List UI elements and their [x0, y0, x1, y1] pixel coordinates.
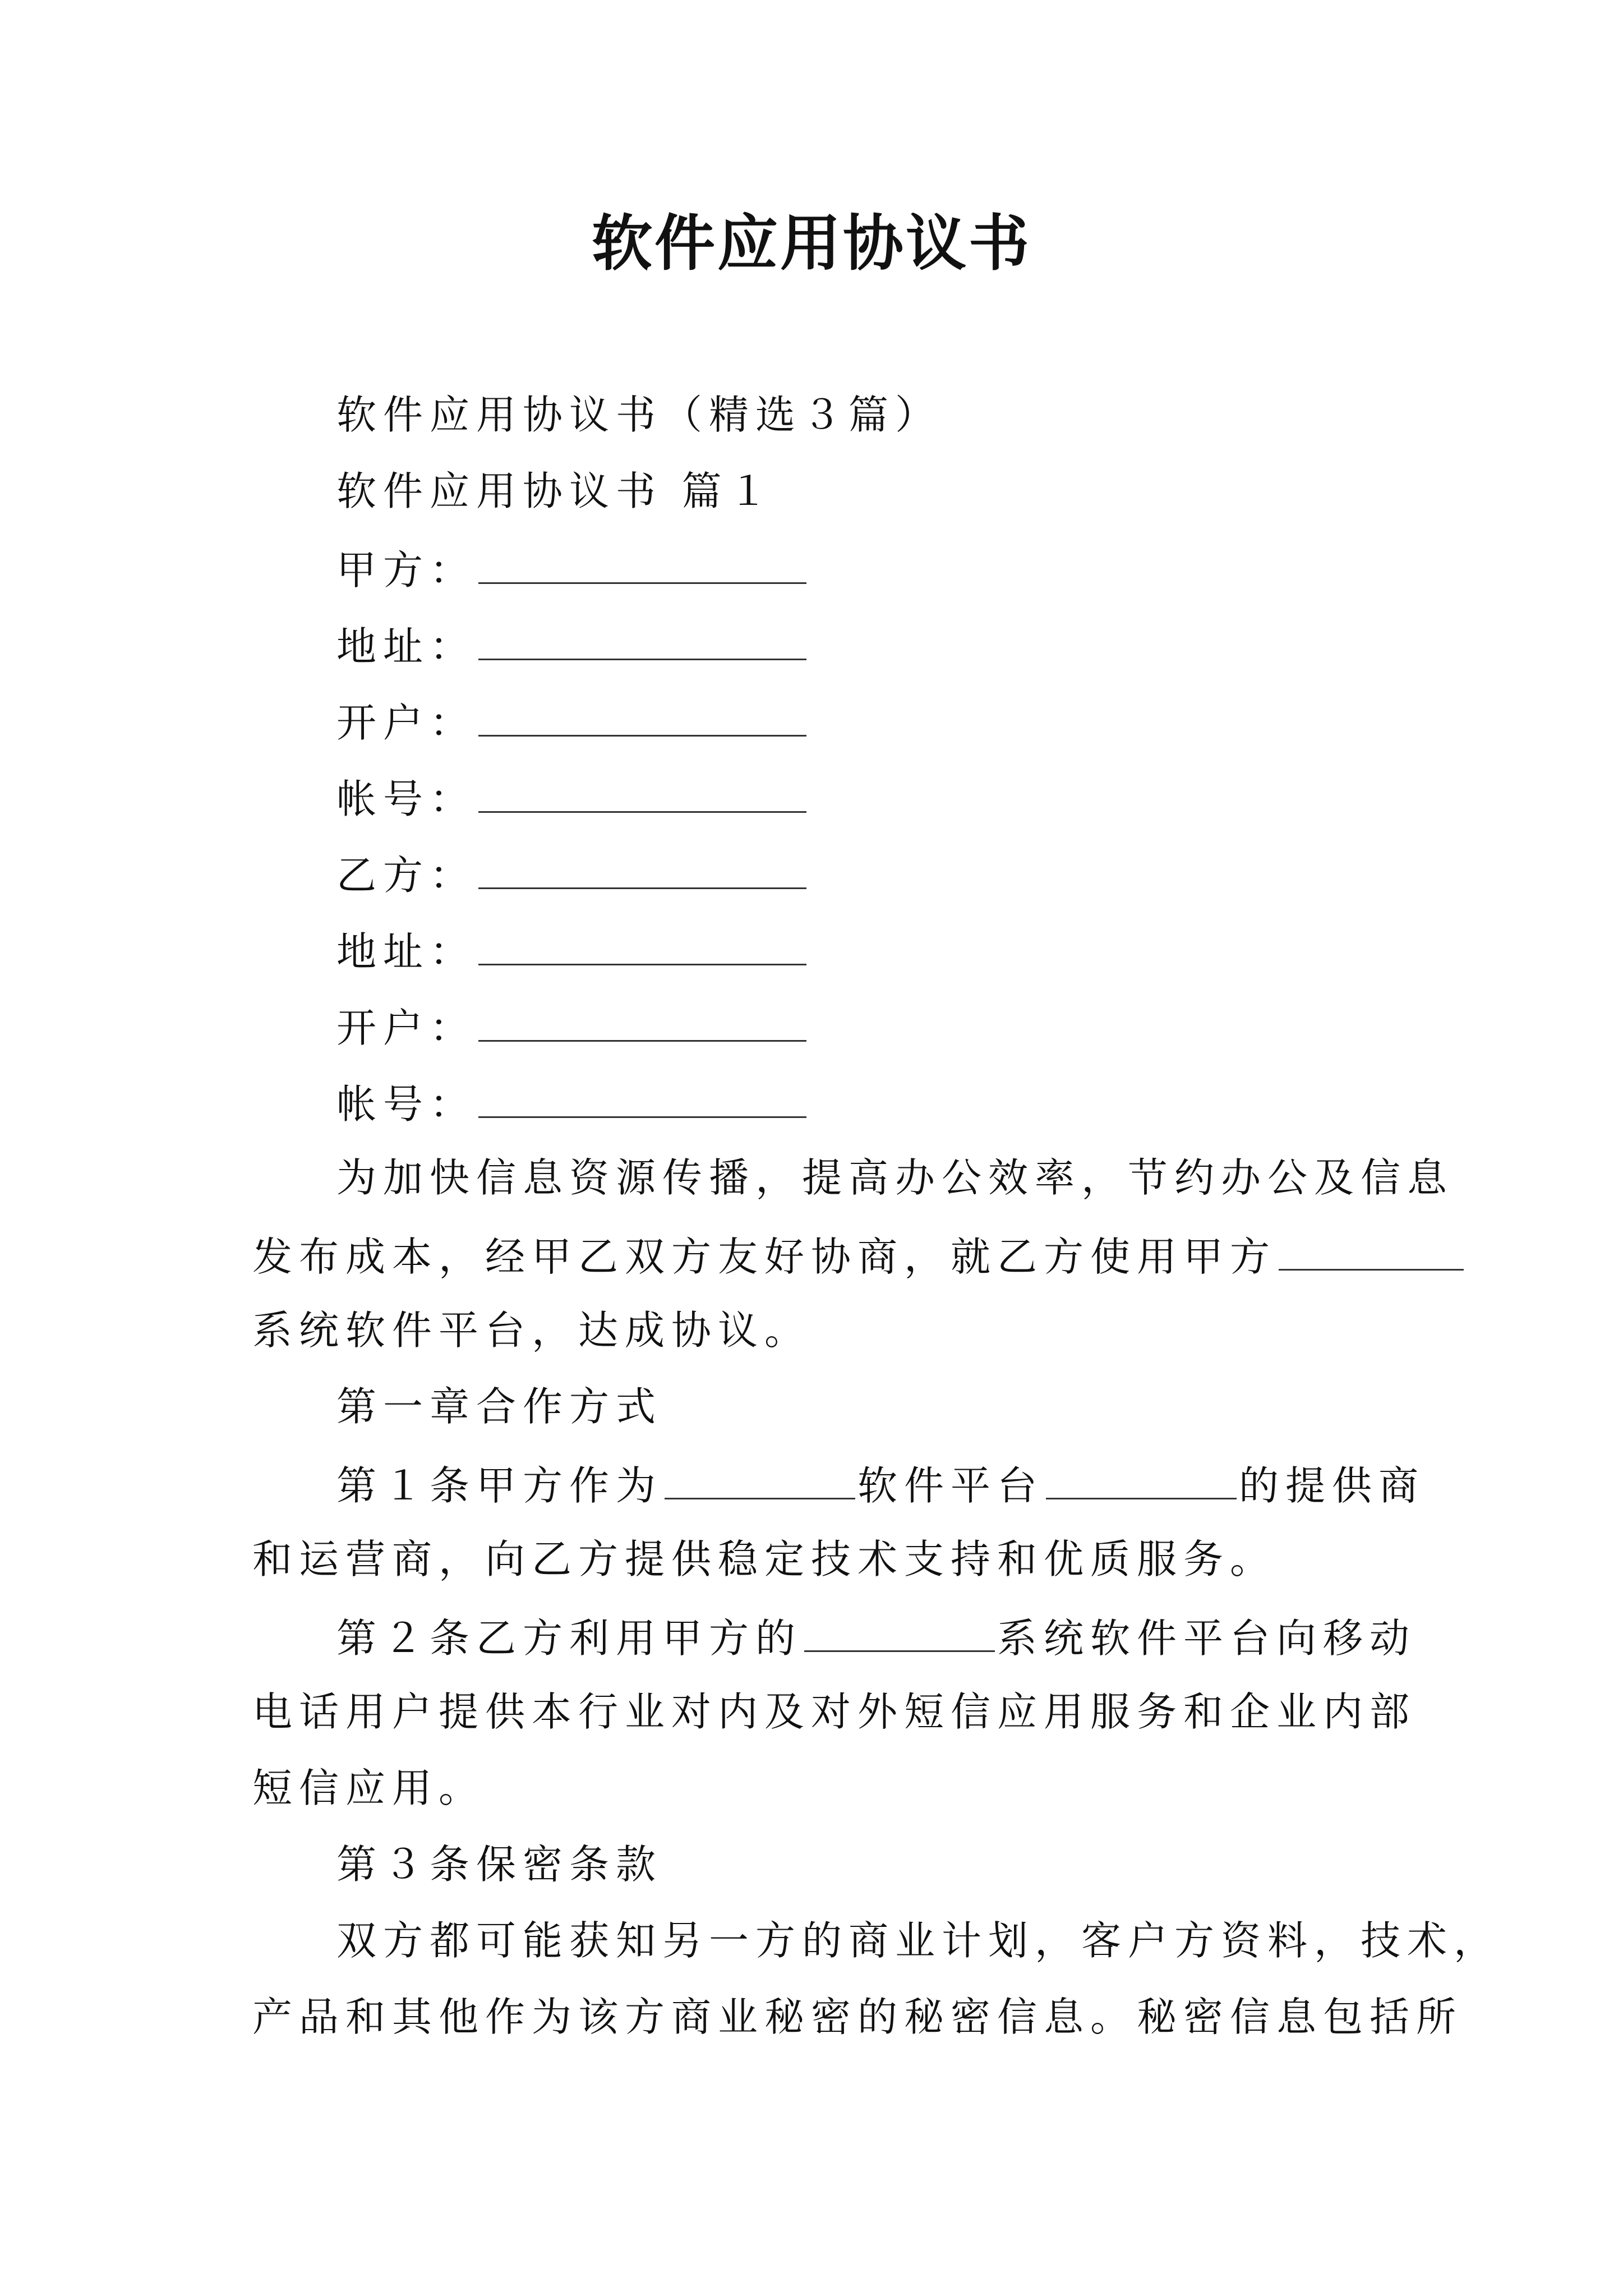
field-label: 帐号：: [336, 776, 477, 822]
field-bank-b: [336, 997, 1391, 1056]
blank-line: [478, 769, 806, 813]
blank-line: [478, 997, 806, 1042]
article-text: 软件平台: [857, 1462, 1044, 1509]
blank-line: [478, 845, 806, 889]
page-title: 软件应用协议书: [591, 209, 1031, 279]
chapter-heading: 第一章合作方式: [336, 1383, 663, 1430]
field-address-a: [336, 616, 1391, 675]
article-1-line-2: 和运营商，向乙方提供稳定技术支持和优质服务。: [252, 1536, 1277, 1582]
confidential-line-1: 双方都可能获知另一方的商业计划，客户方资料，技术，: [336, 1917, 1501, 1964]
field-label: 帐号：: [336, 1081, 477, 1128]
field-label: 开户：: [336, 700, 477, 746]
field-account-a: [336, 769, 1391, 827]
blank-line: [804, 1608, 995, 1652]
article-2-line-1: [336, 1608, 1417, 1667]
field-label: 地址：: [336, 623, 477, 670]
article-text: 的提供商: [1239, 1462, 1426, 1509]
article-text: 第１条甲方作为: [336, 1462, 663, 1509]
intro-line-2: [252, 1226, 1391, 1285]
blank-line: [478, 921, 806, 965]
field-label: 甲方：: [336, 547, 477, 593]
article-text: 第２条乙方利用甲方的: [336, 1615, 803, 1662]
intro-text: 发布成本，经甲乙双方友好协商，就乙方使用甲方: [252, 1234, 1277, 1280]
field-label: 开户：: [336, 1005, 477, 1051]
blank-line: [1046, 1455, 1237, 1499]
field-party-a: [336, 540, 1391, 599]
article-1-line-1: [336, 1455, 1426, 1514]
intro-line-1: 为加快信息资源传播，提高办公效率，节约办公及信息: [336, 1154, 1454, 1201]
field-party-b: [336, 845, 1391, 904]
blank-line: [478, 692, 806, 737]
article-text: 系统软件平台向移动: [997, 1615, 1417, 1662]
article-2-line-3: 短信应用。: [252, 1765, 486, 1811]
intro-line-3: 系统软件平台，达成协议。: [252, 1307, 811, 1354]
article-3-heading: 第３条保密条款: [336, 1841, 663, 1888]
blank-line: [665, 1455, 855, 1499]
blank-line: [1279, 1226, 1464, 1271]
part-heading: 软件应用协议书 篇１: [336, 468, 775, 514]
field-label: 乙方：: [336, 852, 477, 899]
blank-line: [478, 540, 806, 584]
subtitle: 软件应用协议书（精选３篇）: [336, 392, 942, 438]
blank-line: [478, 1074, 806, 1118]
confidential-line-2: 产品和其他作为该方商业秘密的秘密信息。秘密信息包括所: [252, 1994, 1463, 2040]
blank-line: [478, 616, 806, 660]
field-address-b: [336, 921, 1391, 980]
field-label: 地址：: [336, 928, 477, 975]
article-2-line-2: 电话用户提供本行业对内及对外短信应用服务和企业内部: [252, 1688, 1417, 1735]
field-account-b: [336, 1074, 1391, 1133]
field-bank-a: [336, 692, 1391, 751]
